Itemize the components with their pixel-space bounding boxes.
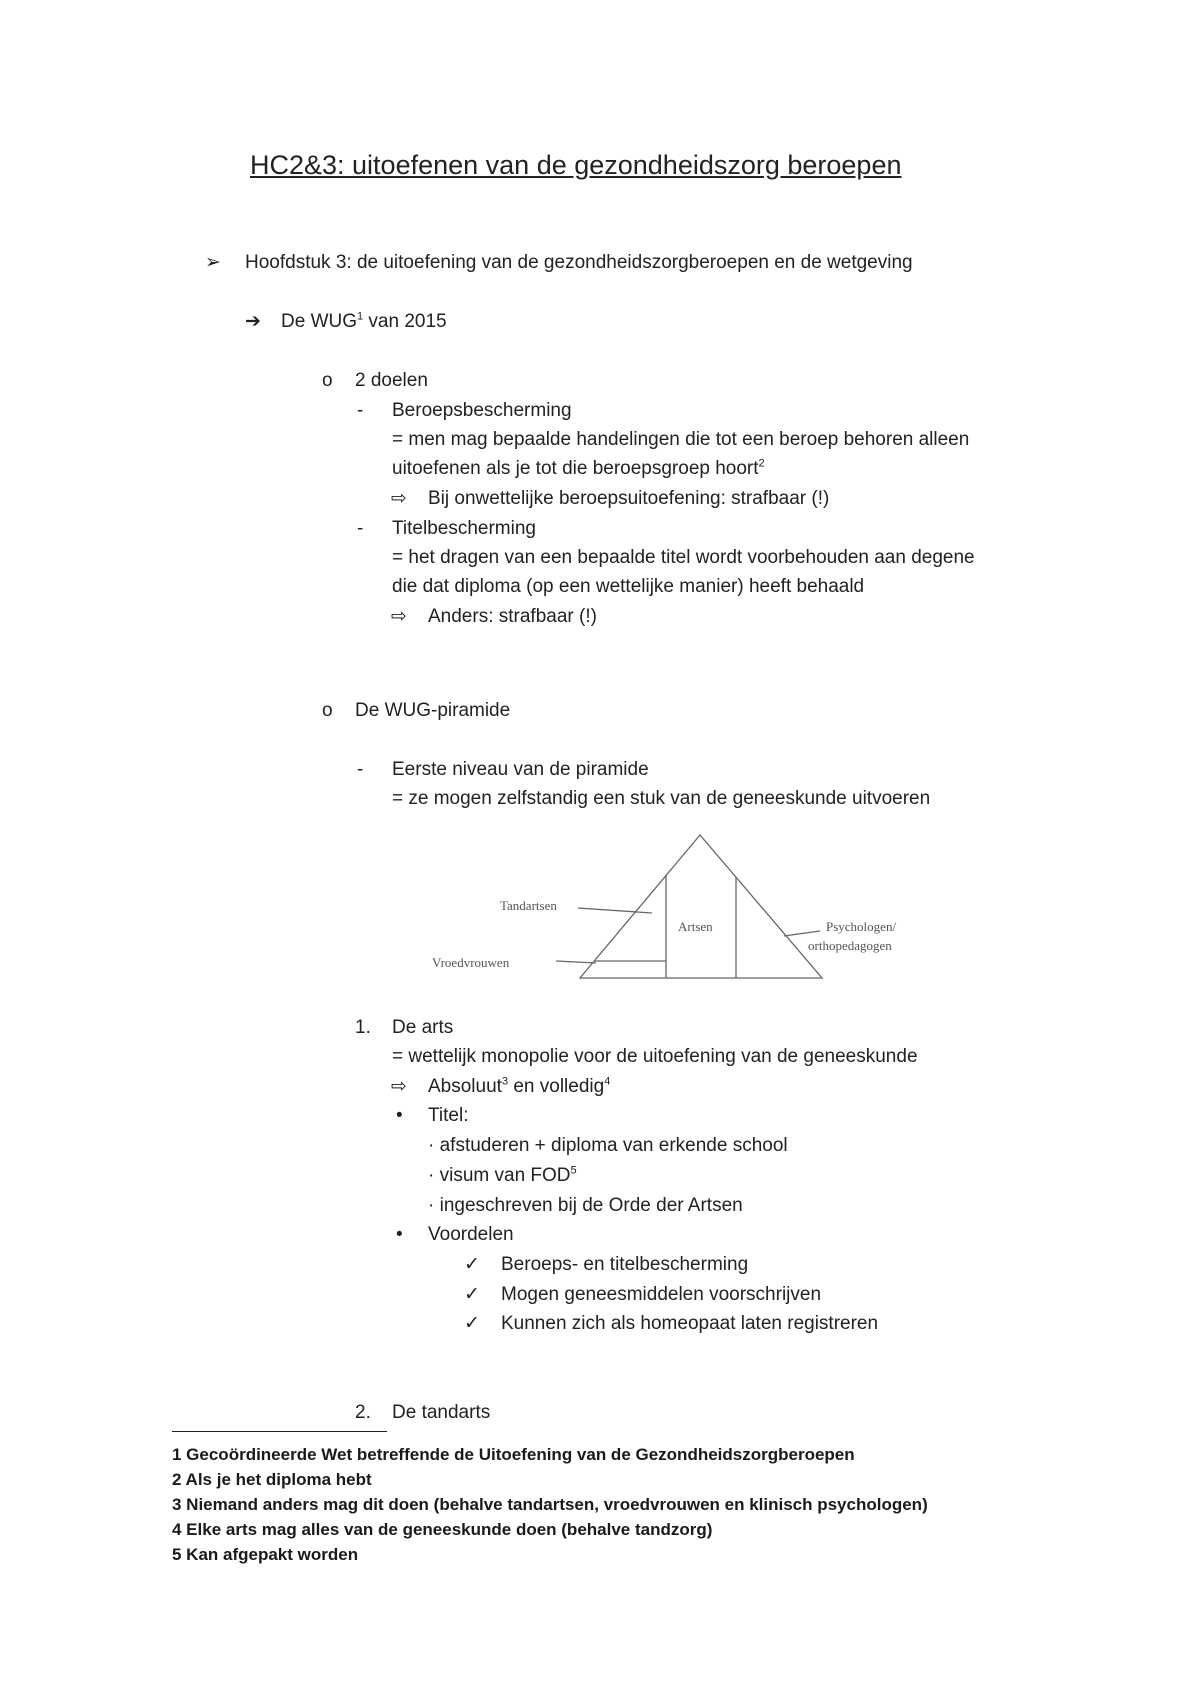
footnote-ref-1: 1: [357, 310, 364, 323]
bullet-icon: •: [396, 1224, 403, 1245]
goal-note: Bij onwettelijke beroepsuitoefening: strafbaar (!): [428, 488, 830, 509]
voordelen-heading: Voordelen: [428, 1224, 514, 1245]
footnote-ref-3: 3: [501, 1075, 509, 1088]
level-name: Eerste niveau van de piramide: [392, 759, 649, 780]
level-dash: -: [357, 759, 364, 780]
label-orthopedagogen: orthopedagogen: [808, 938, 892, 953]
titel-item-text: · visum van FOD: [428, 1165, 571, 1186]
arrow-right-icon: ⇨: [391, 606, 407, 627]
tandarts-heading: De tandarts: [392, 1402, 491, 1423]
leader-psychologen: [784, 931, 820, 936]
footnote-2: 2 Als je het diploma hebt: [172, 1470, 372, 1489]
goal-note: Anders: strafbaar (!): [428, 606, 597, 627]
footnote-ref-4: 4: [604, 1075, 611, 1088]
goal-name: Titelbescherming: [392, 518, 536, 539]
wug-pyramid-diagram: [420, 830, 940, 985]
arts-desc: = wettelijk monopolie voor de uitoefening van de geneeskunde: [392, 1046, 918, 1067]
arts-number: 1.: [355, 1017, 371, 1038]
chapter-heading: Hoofdstuk 3: de uitoefening van de gezondheidszorgberoepen en de wetgeving: [245, 252, 913, 273]
wug-text: De WUG: [281, 311, 357, 332]
volledig-text: en volledig: [508, 1076, 605, 1097]
bullet-icon: •: [396, 1105, 403, 1126]
goal-desc-line: = men mag bepaalde handelingen die tot een beroep behoren alleen: [392, 429, 970, 450]
titel-heading: Titel:: [428, 1105, 469, 1126]
footnote-1: 1 Gecoördineerde Wet betreffende de Uitoefening van de Gezondheidszorgberoepen: [172, 1445, 855, 1464]
label-vroedvrouwen: Vroedvrouwen: [432, 955, 510, 970]
pyramid-marker: o: [322, 700, 333, 721]
absoluut-text: Absoluut: [428, 1076, 502, 1097]
pyramid-heading: De WUG-piramide: [355, 700, 511, 721]
arrow-right-icon: ⇨: [391, 488, 407, 509]
goals-heading: 2 doelen: [355, 370, 428, 391]
footnote-3: 3 Niemand anders mag dit doen (behalve tandartsen, vroedvrouwen en klinisch psychologen): [172, 1495, 928, 1514]
page-title: HC2&3: uitoefenen van de gezondheidszorg beroepen: [250, 150, 902, 180]
chapter-bullet-icon: ➢: [205, 252, 221, 273]
label-psychologen: Psychologen/: [826, 919, 897, 934]
footnote-ref-5: 5: [570, 1164, 577, 1177]
goal-dash: -: [357, 518, 364, 539]
goal-desc-text: uitoefenen als je tot die beroepsgroep hoort: [392, 458, 759, 479]
wug-heading: [281, 310, 447, 334]
goal-name: Beroepsbescherming: [392, 400, 572, 421]
titel-item: · afstuderen + diploma van erkende school: [428, 1135, 788, 1156]
checkmark-icon: ✓: [464, 1254, 480, 1275]
tandarts-number: 2.: [355, 1402, 371, 1423]
level-desc: = ze mogen zelfstandig een stuk van de geneeskunde uitvoeren: [392, 788, 931, 809]
voordeel-item: Mogen geneesmiddelen voorschrijven: [501, 1284, 822, 1305]
voordeel-item: Kunnen zich als homeopaat laten registreren: [501, 1313, 879, 1334]
arts-absoluut: [428, 1075, 610, 1099]
titel-item: [428, 1164, 577, 1188]
checkmark-icon: ✓: [464, 1313, 480, 1334]
checkmark-icon: ✓: [464, 1284, 480, 1305]
goal-desc-line: [392, 457, 765, 481]
arrow-right-icon: ⇨: [391, 1076, 407, 1097]
leader-tandartsen: [578, 908, 652, 913]
goal-desc-line: die dat diploma (op een wettelijke manier) heeft behaald: [392, 576, 865, 597]
footnote-separator: [172, 1431, 387, 1432]
goal-desc-line: = het dragen van een bepaalde titel wordt voorbehouden aan degene: [392, 547, 975, 568]
label-tandartsen: Tandartsen: [500, 898, 557, 913]
footnote-5: 5 Kan afgepakt worden: [172, 1545, 359, 1564]
titel-item: · ingeschreven bij de Orde der Artsen: [428, 1195, 743, 1216]
wug-year: van 2015: [363, 311, 447, 332]
arts-heading: De arts: [392, 1017, 454, 1038]
label-artsen: Artsen: [678, 919, 713, 934]
pyramid-outline: [580, 835, 822, 978]
voordeel-item: Beroeps- en titelbescherming: [501, 1254, 749, 1275]
wug-arrow-icon: ➔: [245, 311, 261, 332]
goal-dash: -: [357, 400, 364, 421]
goals-marker: o: [322, 370, 333, 391]
leader-vroedvrouwen: [556, 961, 596, 963]
footnote-ref-2: 2: [758, 457, 765, 470]
footnote-4: 4 Elke arts mag alles van de geneeskunde doen (behalve tandzorg): [172, 1520, 713, 1539]
